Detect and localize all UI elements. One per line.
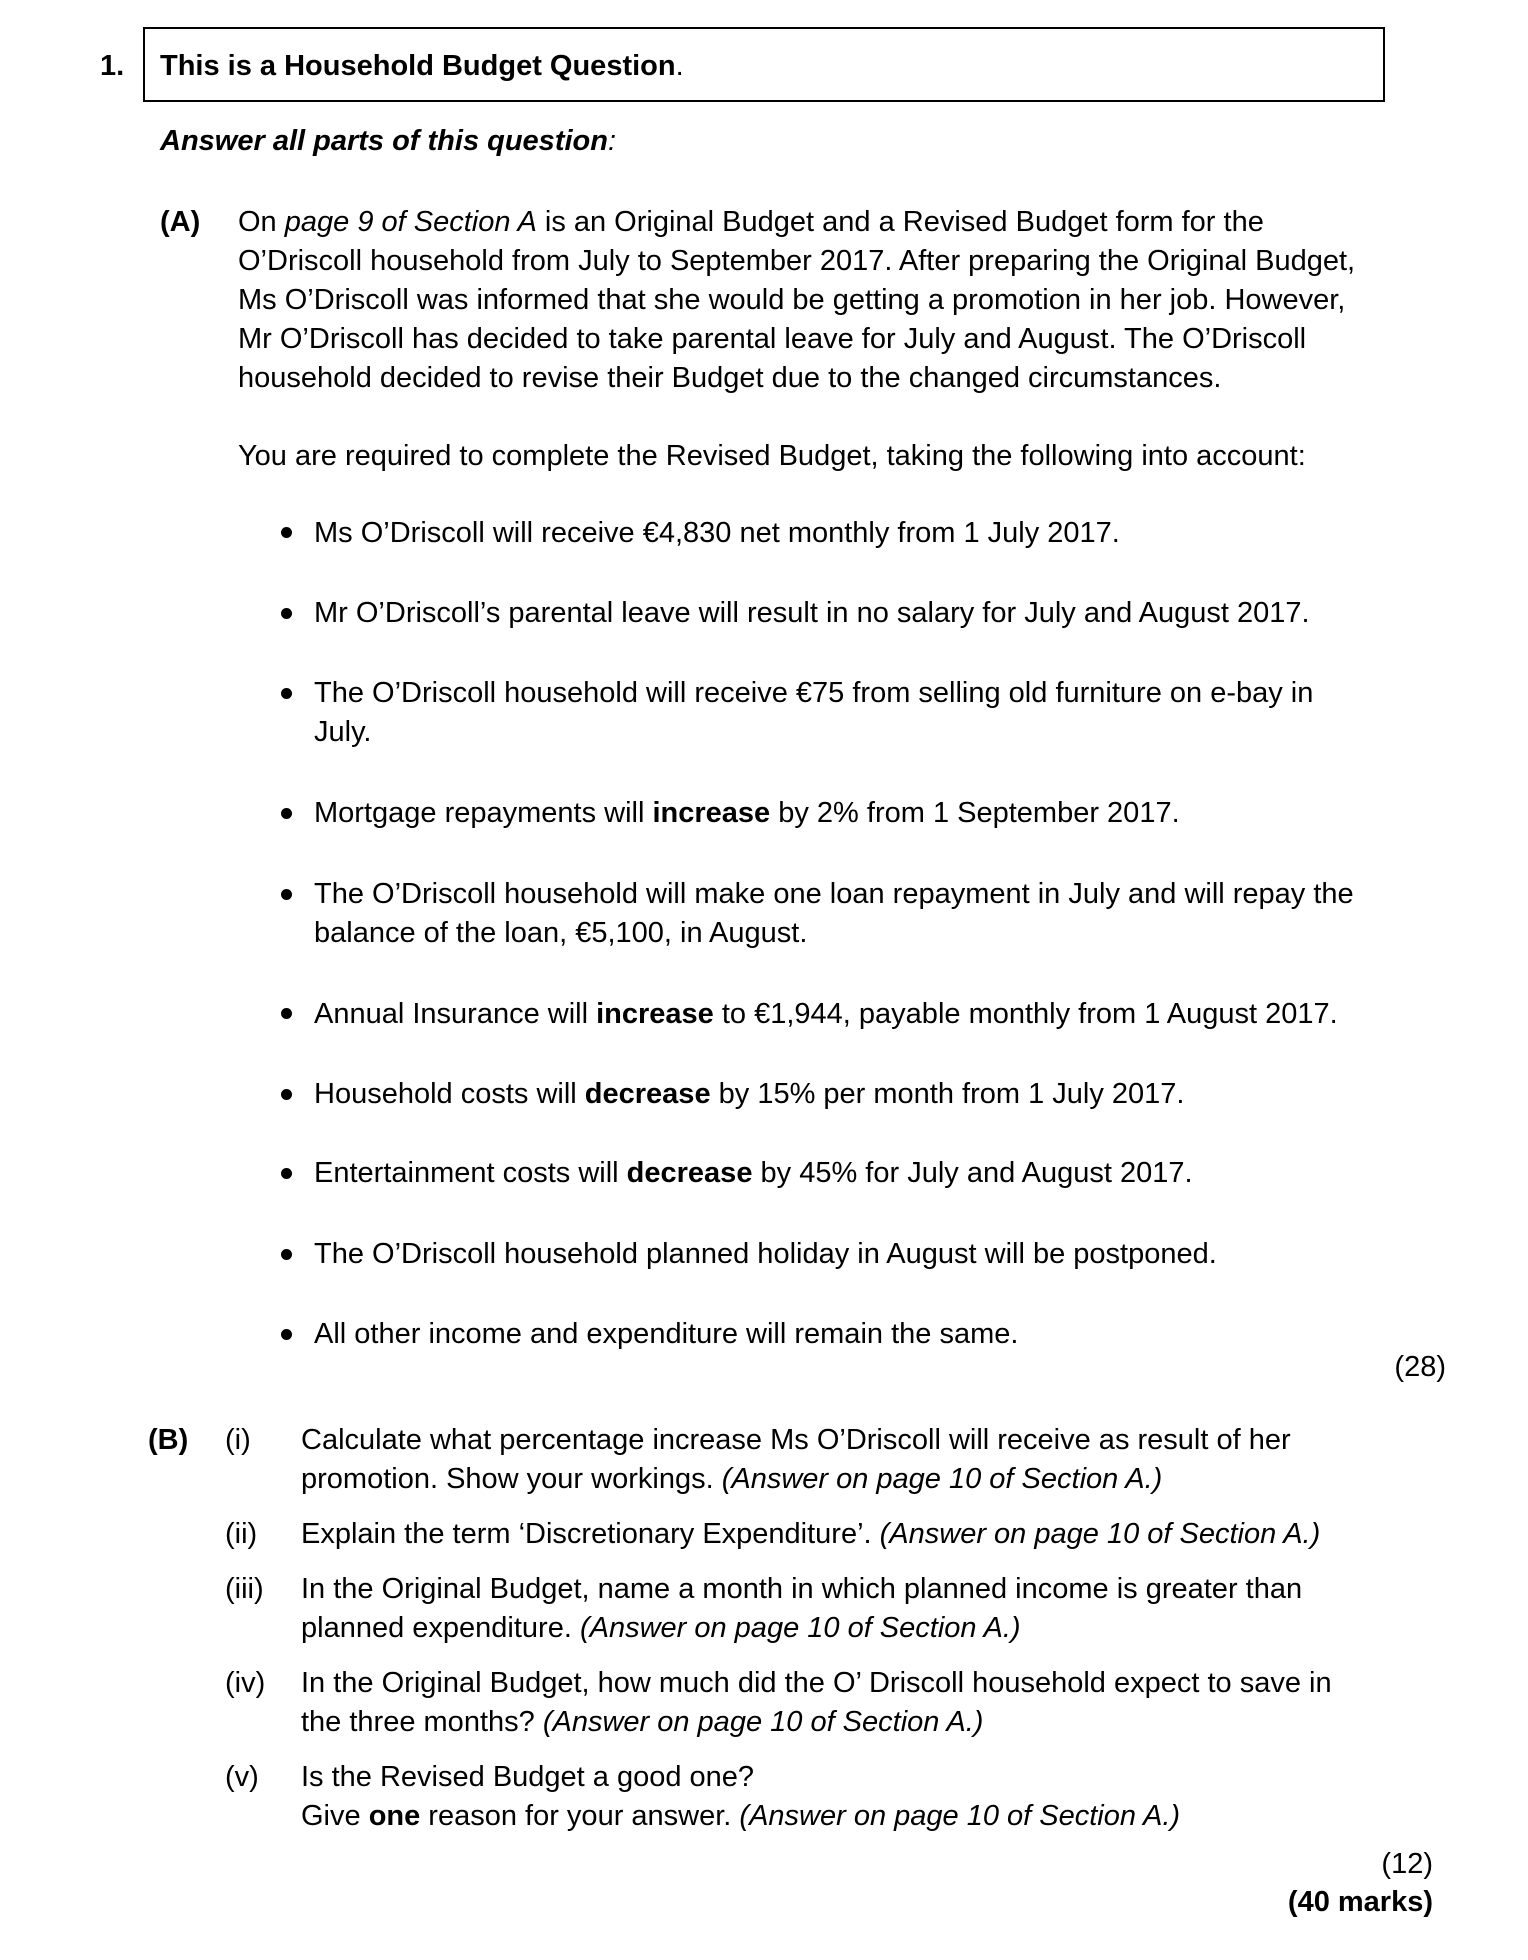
part-b-v-line2: [301, 1797, 1180, 1836]
bullet-2: Mr O’Driscoll’s parental leave will result in no salary for July and August 2017.: [314, 597, 1310, 629]
required-text: You are required to complete the Revised Budget, taking the following into account:: [238, 440, 1306, 472]
i-line2-ref: (Answer on page 10 of Section A.): [721, 1463, 1163, 1495]
question-header: [160, 50, 684, 83]
part-b-ii: [301, 1515, 1320, 1554]
header-period: .: [675, 50, 684, 82]
part-b-iii-line2: [301, 1609, 1021, 1648]
intro-line1-a: On: [238, 206, 285, 238]
header-title: This is a Household Budget Question: [160, 50, 676, 82]
instruction-colon: :: [607, 125, 617, 157]
bullet-3-line2: July.: [314, 716, 372, 748]
bullet-8-a: Entertainment costs will: [314, 1157, 627, 1189]
part-b-iv-number: (iv): [225, 1667, 266, 1699]
bullet-5-line1: The O’Driscoll household will make one loan repayment in July and will repay the: [314, 878, 1354, 910]
iv-line2-a: the three months?: [301, 1706, 543, 1738]
bullet-8: [314, 1154, 1193, 1193]
part-a-intro-line3: Ms O’Driscoll was informed that she would be getting a promotion in her job. However,: [238, 284, 1346, 316]
v-line2-c: reason for your answer.: [420, 1800, 740, 1832]
bullet-6-c: to €1,944, payable monthly from 1 August 2017.: [713, 998, 1338, 1030]
bullet-7: [314, 1075, 1185, 1114]
bullet-icon: [281, 1329, 292, 1340]
bullet-4-emphasis: increase: [652, 797, 771, 829]
part-b-iii-line1: In the Original Budget, name a month in which planned income is greater than: [301, 1573, 1303, 1605]
bullet-icon: [281, 527, 292, 538]
part-b-v-line1: Is the Revised Budget a good one?: [301, 1761, 755, 1793]
part-a-intro-line1: [238, 203, 1264, 242]
part-a-intro-line4: Mr O’Driscoll has decided to take parental leave for July and August. The O’Driscoll: [238, 323, 1307, 355]
bullet-1: Ms O’Driscoll will receive €4,830 net monthly from 1 July 2017.: [314, 517, 1120, 549]
bullet-4: [314, 794, 1180, 833]
question-number: 1.: [100, 50, 125, 82]
bullet-4-c: by 2% from 1 September 2017.: [770, 797, 1180, 829]
bullet-9: The O’Driscoll household planned holiday in August will be postponed.: [314, 1238, 1217, 1270]
intro-line1-italic: page 9 of Section A: [284, 206, 537, 238]
part-b-iv-line2: [301, 1703, 983, 1742]
part-b-v-number: (v): [225, 1761, 259, 1793]
bullet-7-emphasis: decrease: [584, 1078, 711, 1110]
bullet-8-emphasis: decrease: [626, 1157, 753, 1189]
iv-line2-ref: (Answer on page 10 of Section A.): [542, 1706, 984, 1738]
total-marks: (40 marks): [1287, 1886, 1433, 1918]
instruction: [160, 125, 616, 158]
part-b-ii-number: (ii): [225, 1518, 258, 1550]
bullet-10: All other income and expenditure will remain the same.: [314, 1318, 1019, 1350]
part-b-iii-number: (iii): [225, 1573, 264, 1605]
part-b-iv-line1: In the Original Budget, how much did the O’ Driscoll household expect to save in: [301, 1667, 1332, 1699]
intro-line1-b: is an Original Budget and a Revised Budget form for the: [536, 206, 1264, 238]
bullet-5-line2: balance of the loan, €5,100, in August.: [314, 917, 808, 949]
bullet-icon: [281, 688, 292, 699]
part-a-label: (A): [160, 206, 201, 238]
bullet-icon: [281, 1249, 292, 1260]
bullet-6-emphasis: increase: [596, 998, 714, 1030]
part-b-i-line2: [301, 1460, 1162, 1499]
iii-line2-a: planned expenditure.: [301, 1612, 580, 1644]
bullet-icon: [281, 1089, 292, 1100]
bullet-icon: [281, 889, 292, 900]
bullet-7-c: by 15% per month from 1 July 2017.: [710, 1078, 1185, 1110]
bullet-7-a: Household costs will: [314, 1078, 585, 1110]
part-b-marks: (12): [1381, 1848, 1433, 1880]
bullet-4-a: Mortgage repayments will: [314, 797, 653, 829]
bullet-3-line1: The O’Driscoll household will receive €75 from selling old furniture on e-bay in: [314, 677, 1314, 709]
part-b-label: (B): [148, 1424, 189, 1456]
part-b-i-number: (i): [225, 1424, 251, 1456]
bullet-6: [314, 995, 1338, 1034]
ii-a: Explain the term ‘Discretionary Expenditure’.: [301, 1518, 880, 1550]
iii-line2-ref: (Answer on page 10 of Section A.): [579, 1612, 1021, 1644]
instruction-text: Answer all parts of this question: [160, 125, 608, 157]
v-line2-ref: (Answer on page 10 of Section A.): [739, 1800, 1181, 1832]
part-a-intro-line2: O’Driscoll household from July to September 2017. After preparing the Original Budget,: [238, 245, 1356, 277]
v-line2-emphasis: one: [368, 1800, 421, 1832]
bullet-icon: [281, 808, 292, 819]
bullet-8-c: by 45% for July and August 2017.: [752, 1157, 1193, 1189]
bullet-icon: [281, 1168, 292, 1179]
bullet-icon: [281, 608, 292, 619]
i-line2-a: promotion. Show your workings.: [301, 1463, 722, 1495]
part-b-i-line1: Calculate what percentage increase Ms O’Driscoll will receive as result of her: [301, 1424, 1291, 1456]
part-a-marks: (28): [1394, 1351, 1446, 1383]
v-line2-a: Give: [301, 1800, 369, 1832]
bullet-6-a: Annual Insurance will: [314, 998, 597, 1030]
bullet-icon: [281, 1008, 292, 1019]
part-a-intro-line5: household decided to revise their Budget due to the changed circumstances.: [238, 362, 1222, 394]
ii-ref: (Answer on page 10 of Section A.): [879, 1518, 1321, 1550]
